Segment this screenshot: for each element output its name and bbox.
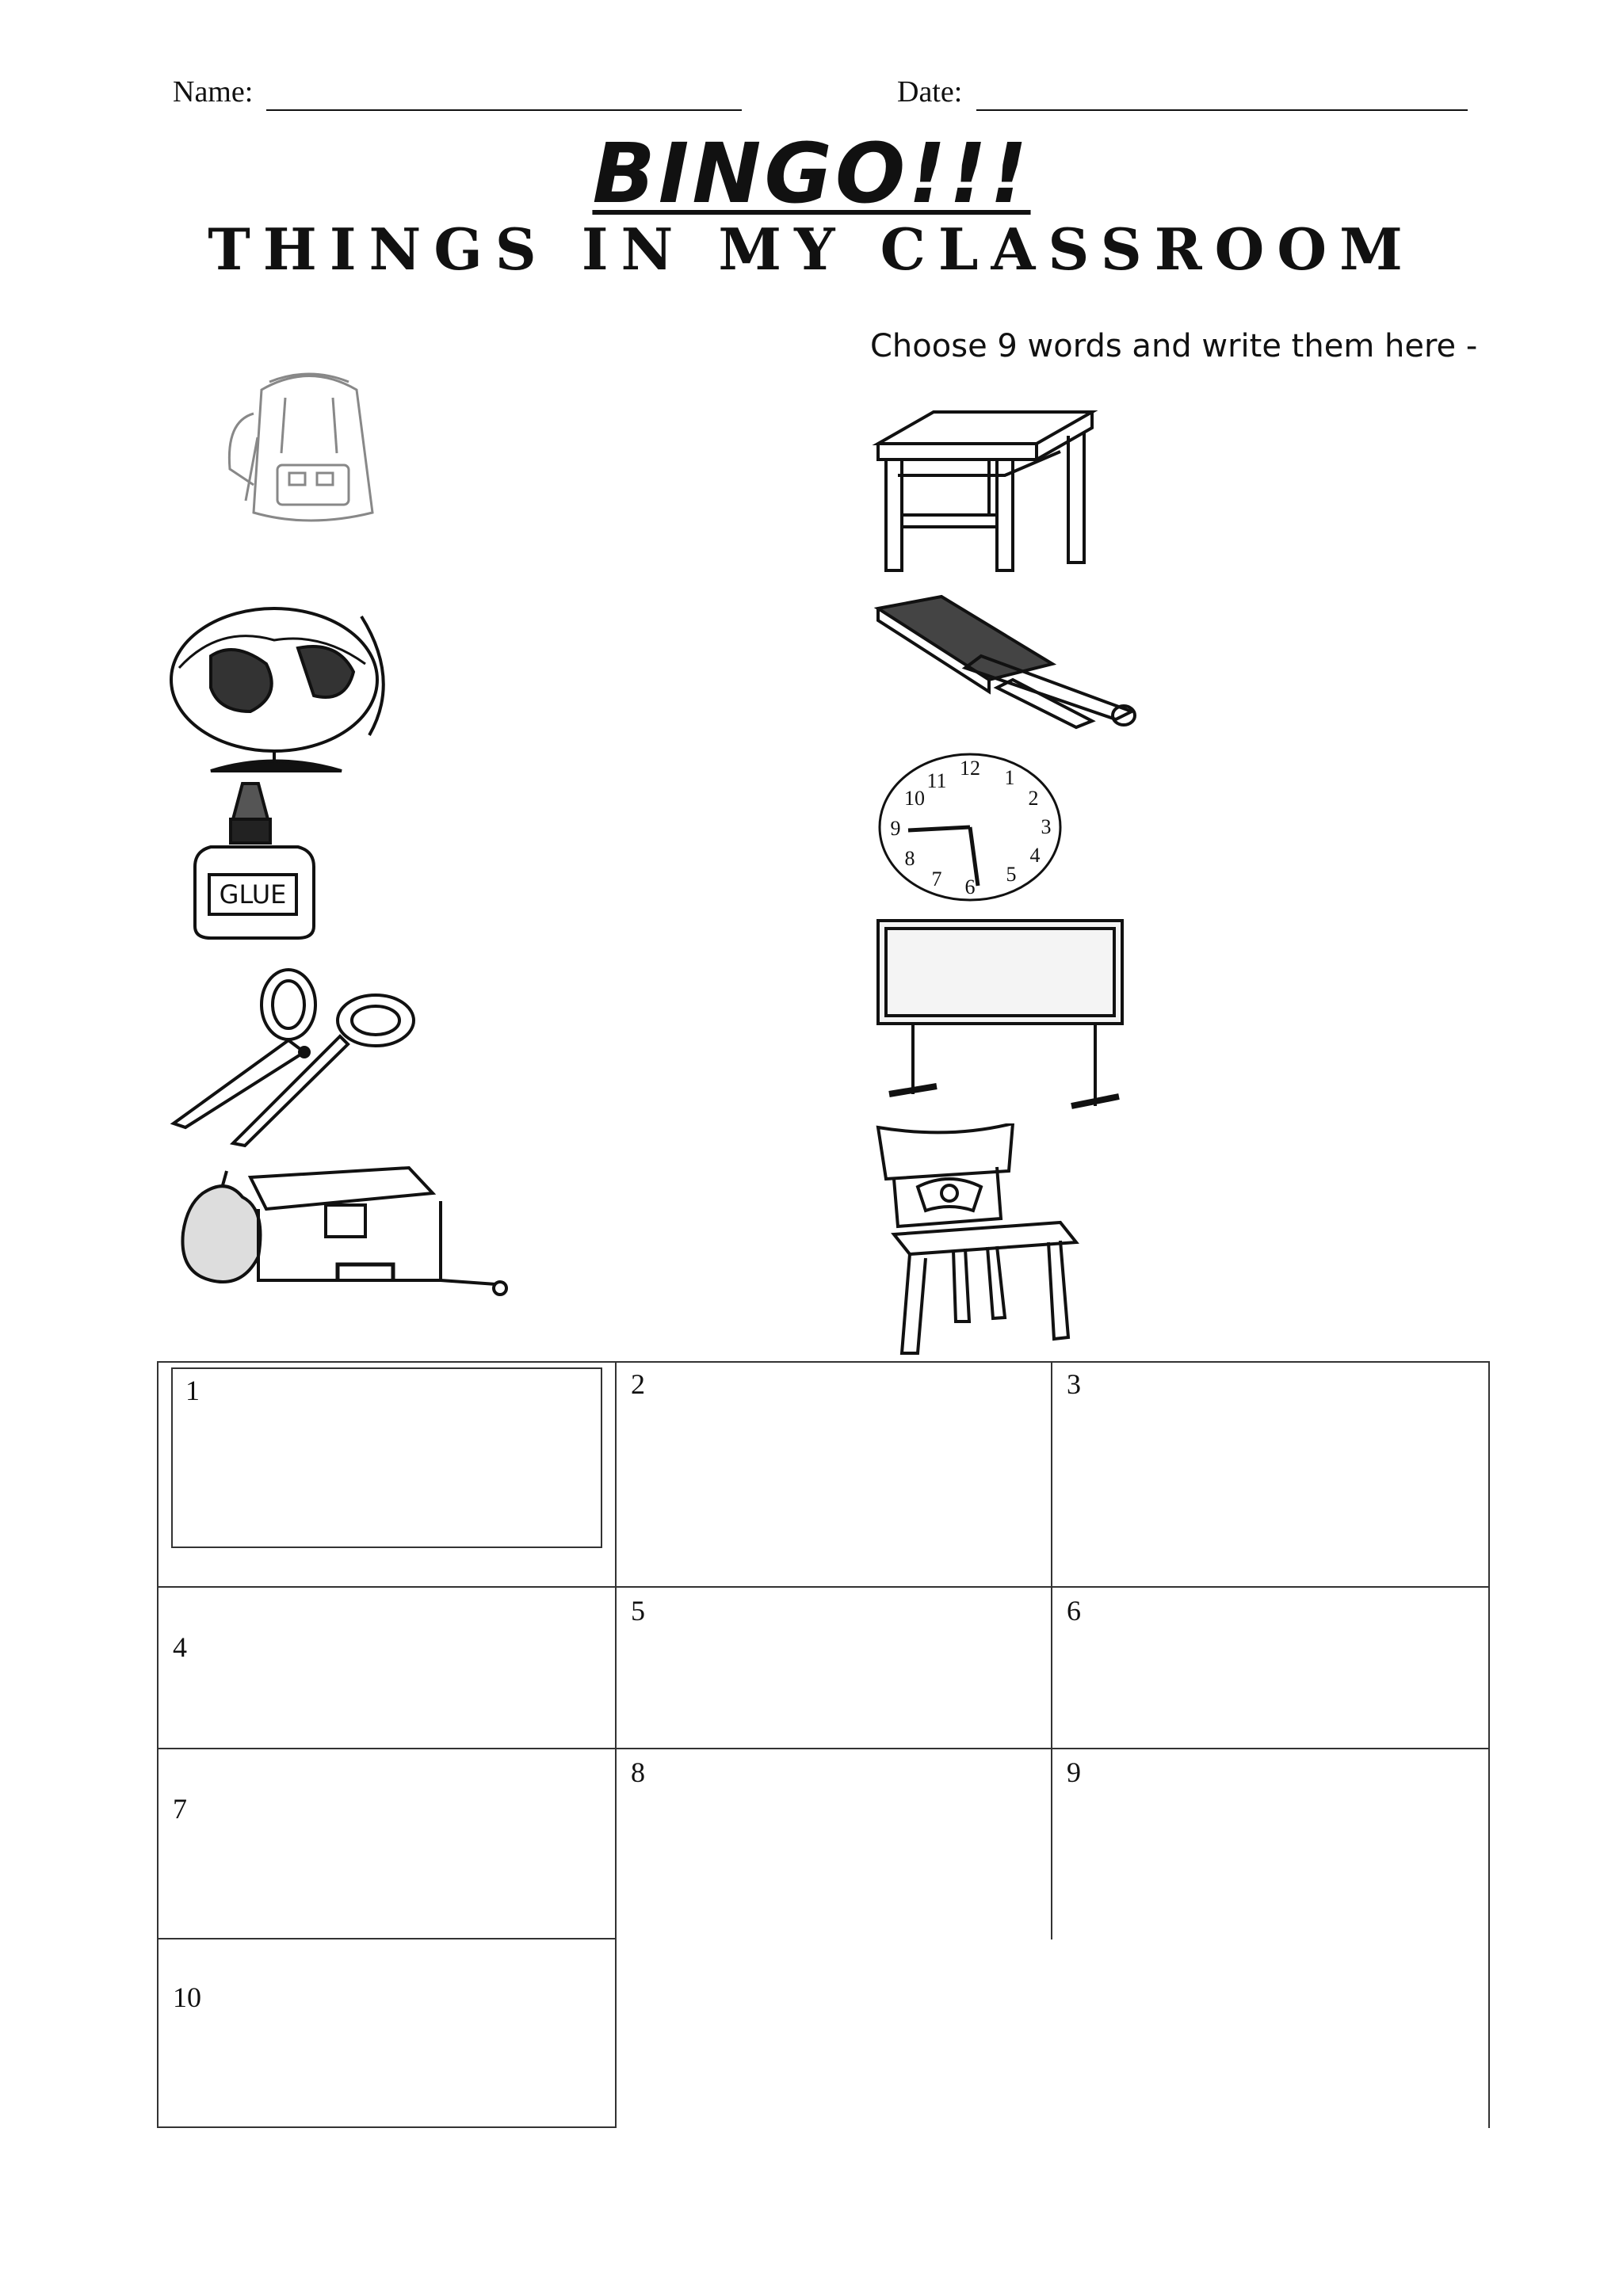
clock-number-2: 2: [1028, 787, 1039, 810]
clock-number-6: 6: [964, 875, 976, 898]
clock-number-10: 10: [904, 787, 925, 810]
bingo-cell-5[interactable]: [617, 1588, 1051, 1748]
clock-number-11: 11: [926, 769, 947, 792]
cell-number-7: 7: [173, 1793, 187, 1825]
cell-number-2: 2: [631, 1368, 645, 1400]
bingo-cell-1-box[interactable]: [171, 1367, 602, 1548]
backpack-picture: [222, 366, 396, 532]
cell-number-9: 9: [1067, 1756, 1081, 1788]
clock-number-3: 3: [1041, 815, 1052, 838]
clock-picture: [876, 751, 1064, 903]
bingo-cell-6[interactable]: [1052, 1588, 1488, 1748]
bingo-cell-2[interactable]: [617, 1363, 1051, 1586]
whiteboard-picture: [873, 916, 1127, 1122]
bingo-cell-3[interactable]: [1052, 1363, 1488, 1586]
cell-number-1: 1: [185, 1375, 200, 1406]
lunchbox-picture: [179, 1161, 528, 1304]
chair-picture: [870, 1123, 1092, 1363]
bingo-cell-10[interactable]: [158, 1939, 615, 2126]
chalk-eraser-picture: [870, 593, 1148, 735]
bingo-cell-8[interactable]: [617, 1749, 1051, 1938]
cell-number-3: 3: [1067, 1368, 1081, 1400]
cell-number-8: 8: [631, 1756, 645, 1788]
instruction-text: Choose 9 words and write them here -: [870, 328, 1478, 364]
grid-line: [1488, 1361, 1490, 2128]
clock-number-7: 7: [931, 868, 942, 891]
clock-number-9: 9: [890, 817, 901, 840]
glue-label: GLUE: [219, 879, 287, 910]
cell-number-5: 5: [631, 1595, 645, 1627]
clock-number-4: 4: [1029, 844, 1041, 867]
clock-number-12: 12: [960, 757, 980, 780]
scissors-picture: [170, 965, 423, 1149]
desk-picture: [870, 404, 1108, 578]
grid-line: [157, 2126, 617, 2128]
bingo-cell-9[interactable]: [1052, 1749, 1488, 1938]
clock-number-5: 5: [1006, 863, 1017, 886]
clock-number-1: 1: [1004, 766, 1015, 789]
bingo-cell-7[interactable]: [158, 1749, 615, 1938]
cell-number-6: 6: [1067, 1595, 1081, 1627]
cell-number-10: 10: [173, 1981, 201, 2013]
cell-number-4: 4: [173, 1631, 187, 1663]
bingo-cell-4[interactable]: [158, 1588, 615, 1748]
clock-number-8: 8: [904, 847, 915, 870]
globe-picture: [163, 593, 401, 773]
name-field[interactable]: [266, 109, 742, 111]
date-field[interactable]: [976, 109, 1468, 111]
page-title: BINGO!!!: [592, 125, 1031, 222]
date-label: Date:: [897, 75, 963, 109]
page-subtitle: THINGS IN MY CLASSROOM: [208, 215, 1415, 283]
glue-picture: [187, 780, 330, 943]
name-label: Name:: [173, 75, 254, 109]
